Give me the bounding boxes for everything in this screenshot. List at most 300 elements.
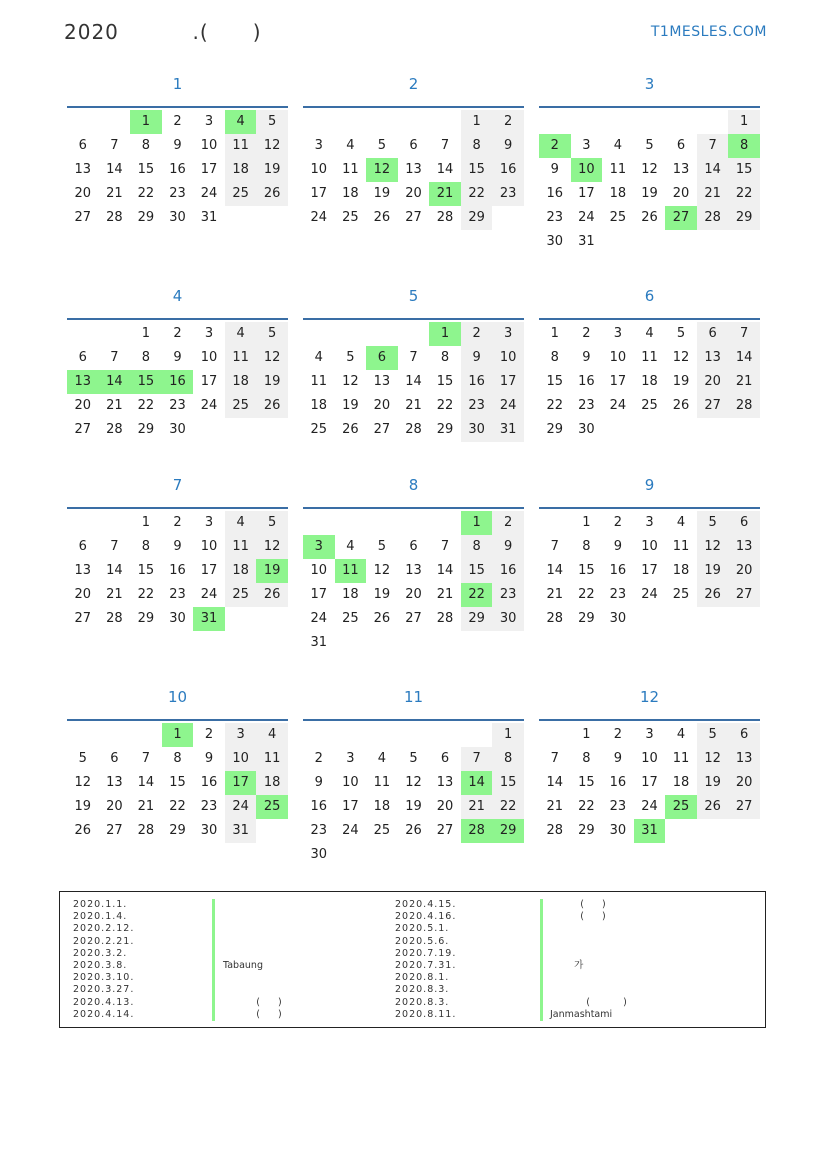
day-cell: 17 [310,186,328,201]
day-cell: 22 [137,398,155,413]
month-10 [67,685,288,843]
day-cell: 12 [672,350,690,365]
empty-day-cell [99,110,131,134]
day-cell: 16 [200,775,218,790]
holiday-legend [59,891,766,1028]
day-grid [303,723,524,867]
day-cell: 3 [613,326,623,341]
day-cell: 13 [697,346,729,370]
day-cell: 8 [461,535,493,559]
day-cell: 19 [672,374,690,389]
day-cell: 30 [200,823,218,838]
holiday-day-cell: 1 [162,723,194,747]
day-cell: 1 [141,326,151,341]
day-cell: 15 [169,775,186,790]
day-cell: 26 [373,611,391,626]
day-cell: 11 [342,162,359,177]
empty-day-cell [571,110,603,134]
holiday-day-cell: 13 [67,370,99,394]
holiday-day-cell: 19 [256,559,288,583]
empty-day-cell [67,110,99,134]
legend-date: 2020.5.6. [395,935,450,947]
day-cell: 23 [310,823,328,838]
day-cell: 25 [225,583,257,607]
day-cell: 18 [225,370,257,394]
day-cell: 23 [169,186,186,201]
empty-day-cell [429,511,461,535]
day-cell: 18 [342,186,359,201]
day-cell: 4 [346,138,355,153]
day-cell: 13 [405,563,422,578]
holiday-marker-bar [540,960,543,972]
month-rule [539,507,760,509]
day-cell: 6 [728,723,760,747]
empty-day-cell [303,723,335,747]
day-cell: 13 [74,162,92,177]
day-cell: 2 [173,515,182,530]
day-cell: 3 [582,138,591,153]
day-cell: 9 [314,775,323,790]
day-cell: 27 [436,823,454,838]
empty-day-cell [461,723,493,747]
day-cell: 4 [314,350,323,365]
empty-day-cell [130,723,162,747]
day-cell: 12 [256,134,288,158]
day-cell: 18 [256,771,288,795]
legend-holiday-name: ( ) [223,1008,282,1020]
day-cell: 13 [672,162,690,177]
day-grid [303,110,524,230]
day-cell: 23 [169,587,186,602]
holiday-day-cell: 15 [130,370,162,394]
month-rule [539,106,760,108]
day-cell: 28 [106,611,123,626]
day-cell: 23 [169,398,186,413]
day-cell: 5 [78,751,87,766]
empty-day-cell [99,723,131,747]
day-cell: 22 [546,398,564,413]
legend-date: 2020.4.15. [395,899,457,910]
holiday-day-cell: 28 [461,819,493,843]
day-cell: 19 [74,799,92,814]
day-cell: 20 [74,587,92,602]
legend-date: 2020.2.12. [73,923,135,935]
day-cell: 8 [582,539,591,554]
holiday-day-cell: 21 [429,182,461,206]
day-cell: 22 [461,182,493,206]
day-cell: 16 [546,186,564,201]
day-cell: 12 [256,535,288,559]
holiday-marker-bar [212,911,215,923]
legend-date: 2020.3.27. [73,984,135,996]
day-cell: 31 [578,234,595,249]
day-cell: 17 [578,186,595,201]
day-cell: 17 [342,799,359,814]
empty-day-cell [366,723,398,747]
day-cell: 17 [641,563,658,578]
day-cell: 13 [728,747,760,771]
empty-day-cell [398,723,430,747]
day-cell: 26 [373,210,391,225]
day-cell: 16 [492,158,524,182]
legend-holiday-name: ( ) [550,911,606,923]
day-cell: 14 [106,563,123,578]
empty-day-cell [366,322,398,346]
day-cell: 11 [609,162,627,177]
day-cell: 7 [440,138,450,153]
day-cell: 7 [110,350,119,365]
day-cell: 25 [225,394,257,418]
day-cell: 1 [550,326,559,341]
holiday-marker-bar [212,936,215,948]
empty-day-cell [398,110,430,134]
day-cell: 28 [728,394,760,418]
holiday-day-cell: 17 [225,771,257,795]
month-2 [303,72,524,230]
day-cell: 1 [492,723,524,747]
legend-date: 2020.4.14. [73,1008,135,1020]
month-name: 7 [172,476,183,494]
month-rule [539,318,760,320]
day-cell: 29 [461,607,493,631]
holiday-day-cell: 1 [461,511,493,535]
day-cell: 7 [409,350,418,365]
day-cell: 16 [578,374,595,389]
day-cell: 5 [377,539,387,554]
holiday-day-cell: 27 [665,206,697,230]
day-cell: 23 [609,799,627,814]
day-cell: 5 [256,511,288,535]
day-cell: 23 [200,799,218,814]
day-cell: 20 [74,186,92,201]
day-cell: 19 [405,799,422,814]
day-cell: 28 [106,210,123,225]
day-cell: 28 [546,823,564,838]
day-cell: 8 [173,751,182,766]
day-cell: 27 [373,422,391,437]
day-cell: 8 [492,747,524,771]
legend-date: 2020.4.16. [395,911,457,923]
day-cell: 1 [728,110,760,134]
day-cell: 27 [728,795,760,819]
day-cell: 29 [137,422,155,437]
holiday-marker-bar [540,1009,543,1021]
day-cell: 10 [200,350,218,365]
day-cell: 16 [492,559,524,583]
day-cell: 17 [200,563,218,578]
day-cell: 5 [697,511,729,535]
day-cell: 15 [137,162,155,177]
month-1 [67,72,288,230]
day-cell: 10 [609,350,627,365]
day-cell: 3 [204,326,214,341]
day-cell: 23 [546,210,564,225]
day-cell: 24 [200,186,218,201]
holiday-day-cell: 8 [728,134,760,158]
day-grid [67,322,288,442]
day-cell: 25 [225,182,257,206]
day-cell: 21 [461,795,493,819]
day-cell: 25 [373,823,391,838]
holiday-day-cell: 12 [366,158,398,182]
day-cell: 27 [74,611,92,626]
day-cell: 26 [256,394,288,418]
empty-day-cell [665,110,697,134]
month-7 [67,473,288,631]
day-cell: 7 [110,138,119,153]
empty-day-cell [398,322,430,346]
day-cell: 2 [173,326,182,341]
day-cell: 9 [173,138,182,153]
empty-day-cell [366,110,398,134]
day-cell: 1 [461,110,493,134]
day-cell: 6 [676,138,686,153]
day-cell: 31 [310,635,328,650]
day-cell: 14 [546,775,564,790]
day-cell: 23 [609,587,627,602]
empty-day-cell [99,322,131,346]
day-cell: 12 [74,775,92,790]
day-cell: 24 [200,587,218,602]
empty-day-cell [634,110,666,134]
month-rule [303,106,524,108]
day-cell: 21 [436,587,454,602]
day-cell: 28 [106,422,123,437]
day-cell: 21 [546,587,564,602]
day-cell: 8 [141,138,151,153]
day-cell: 8 [440,350,450,365]
day-cell: 6 [728,511,760,535]
day-cell: 26 [405,823,422,838]
day-cell: 2 [492,110,524,134]
empty-day-cell [366,511,398,535]
day-cell: 11 [225,535,257,559]
legend-holiday-name: 가 [550,959,584,971]
site-logo[interactable]: T1MESLES.COM [650,24,767,40]
month-rule [67,318,288,320]
day-cell: 8 [582,751,591,766]
day-cell: 12 [342,374,359,389]
day-cell: 29 [137,611,155,626]
day-cell: 9 [613,539,623,554]
day-cell: 29 [436,422,454,437]
day-cell: 26 [256,182,288,206]
day-cell: 21 [106,398,123,413]
day-grid [303,511,524,655]
holiday-day-cell: 29 [492,819,524,843]
day-cell: 27 [74,210,92,225]
day-cell: 5 [256,322,288,346]
day-cell: 26 [672,398,690,413]
day-cell: 6 [78,350,87,365]
day-grid [539,110,760,254]
empty-day-cell [398,511,430,535]
day-cell: 5 [346,350,355,365]
day-cell: 30 [169,611,186,626]
holiday-marker-bar [540,899,543,911]
empty-day-cell [303,511,335,535]
day-cell: 24 [609,398,627,413]
empty-day-cell [429,723,461,747]
legend-holiday-name: Janmashtami [550,1008,613,1020]
day-cell: 4 [346,539,355,554]
day-cell: 2 [173,114,182,129]
day-cell: 10 [342,775,359,790]
holiday-day-cell: 25 [256,795,288,819]
day-cell: 24 [310,611,328,626]
day-cell: 22 [137,186,155,201]
month-name: 8 [408,476,419,494]
day-cell: 19 [373,587,391,602]
day-cell: 7 [141,751,151,766]
day-cell: 12 [405,775,422,790]
month-rule [67,507,288,509]
day-cell: 24 [225,795,257,819]
day-cell: 18 [373,799,391,814]
day-cell: 27 [405,611,422,626]
day-cell: 18 [225,559,257,583]
day-cell: 28 [137,823,155,838]
holiday-day-cell: 3 [303,535,335,559]
day-cell: 7 [550,539,559,554]
day-cell: 15 [137,563,155,578]
day-cell: 15 [492,771,524,795]
day-cell: 11 [672,539,690,554]
day-cell: 19 [373,186,391,201]
month-9 [539,473,760,631]
day-cell: 16 [169,563,186,578]
day-cell: 10 [310,563,328,578]
legend-date: 2020.7.19. [395,947,457,959]
day-cell: 1 [582,727,591,742]
day-cell: 14 [697,158,729,182]
day-cell: 4 [256,723,288,747]
day-cell: 8 [461,134,493,158]
holiday-day-cell: 4 [225,110,257,134]
day-cell: 3 [204,114,214,129]
day-cell: 26 [697,795,729,819]
legend-date: 2020.4.13. [73,996,135,1008]
legend-holiday-name: ( ) [223,996,282,1008]
day-cell: 8 [141,350,151,365]
legend-date: 2020.8.11. [395,1008,457,1020]
day-cell: 2 [613,727,623,742]
day-cell: 31 [200,210,218,225]
legend-date: 2020.8.3. [395,996,450,1008]
month-name: 4 [172,287,183,305]
day-cell: 3 [346,751,355,766]
month-name: 6 [644,287,655,305]
day-cell: 14 [405,374,422,389]
empty-day-cell [335,511,367,535]
day-cell: 24 [641,799,658,814]
holiday-day-cell: 2 [539,134,571,158]
month-rule [539,719,760,721]
month-6 [539,284,760,442]
month-name: 10 [167,688,188,706]
day-cell: 10 [200,138,218,153]
day-cell: 9 [613,751,623,766]
day-cell: 27 [74,422,92,437]
day-cell: 17 [200,162,218,177]
day-grid [539,322,760,442]
empty-day-cell [303,110,335,134]
empty-day-cell [697,110,729,134]
day-cell: 14 [728,346,760,370]
day-cell: 29 [169,823,186,838]
day-cell: 2 [492,511,524,535]
day-cell: 18 [609,186,627,201]
day-cell: 9 [582,350,591,365]
day-cell: 15 [728,158,760,182]
day-cell: 6 [409,138,418,153]
holiday-marker-bar [212,899,215,911]
day-cell: 27 [106,823,123,838]
day-cell: 5 [645,138,654,153]
day-cell: 29 [546,422,564,437]
day-cell: 16 [461,370,493,394]
day-cell: 22 [492,795,524,819]
day-cell: 25 [672,587,690,602]
empty-day-cell [335,322,367,346]
day-cell: 3 [645,515,654,530]
month-name: 9 [644,476,655,494]
empty-day-cell [67,723,99,747]
empty-day-cell [67,511,99,535]
day-cell: 11 [672,751,690,766]
holiday-day-cell: 11 [335,559,367,583]
day-grid [303,322,524,442]
day-cell: 23 [492,182,524,206]
day-cell: 11 [225,134,257,158]
day-cell: 4 [377,751,387,766]
day-cell: 15 [461,559,493,583]
day-cell: 26 [256,583,288,607]
day-cell: 6 [78,138,87,153]
day-cell: 14 [546,563,564,578]
day-grid [67,511,288,631]
month-name: 1 [172,75,183,93]
day-cell: 7 [550,751,559,766]
day-cell: 5 [697,723,729,747]
holiday-marker-bar [540,911,543,923]
month-name: 3 [644,75,655,93]
holiday-marker-bar [540,936,543,948]
holiday-marker-bar [540,984,543,996]
holiday-day-cell: 1 [130,110,162,134]
day-cell: 7 [110,539,119,554]
day-cell: 20 [728,559,760,583]
legend-holiday-name: Tabaung [223,959,263,971]
day-grid [67,110,288,230]
day-cell: 4 [225,322,257,346]
legend-date: 2020.2.21. [73,935,135,947]
day-cell: 29 [461,206,493,230]
day-cell: 25 [641,398,658,413]
day-cell: 18 [641,374,658,389]
legend-date: 2020.7.31. [395,959,457,971]
day-cell: 3 [645,727,654,742]
day-cell: 18 [672,775,690,790]
day-cell: 24 [200,398,218,413]
day-cell: 16 [609,563,627,578]
holiday-marker-bar [540,923,543,935]
month-name: 2 [408,75,419,93]
day-grid [67,723,288,843]
day-cell: 21 [546,799,564,814]
empty-day-cell [303,322,335,346]
day-cell: 7 [697,134,729,158]
